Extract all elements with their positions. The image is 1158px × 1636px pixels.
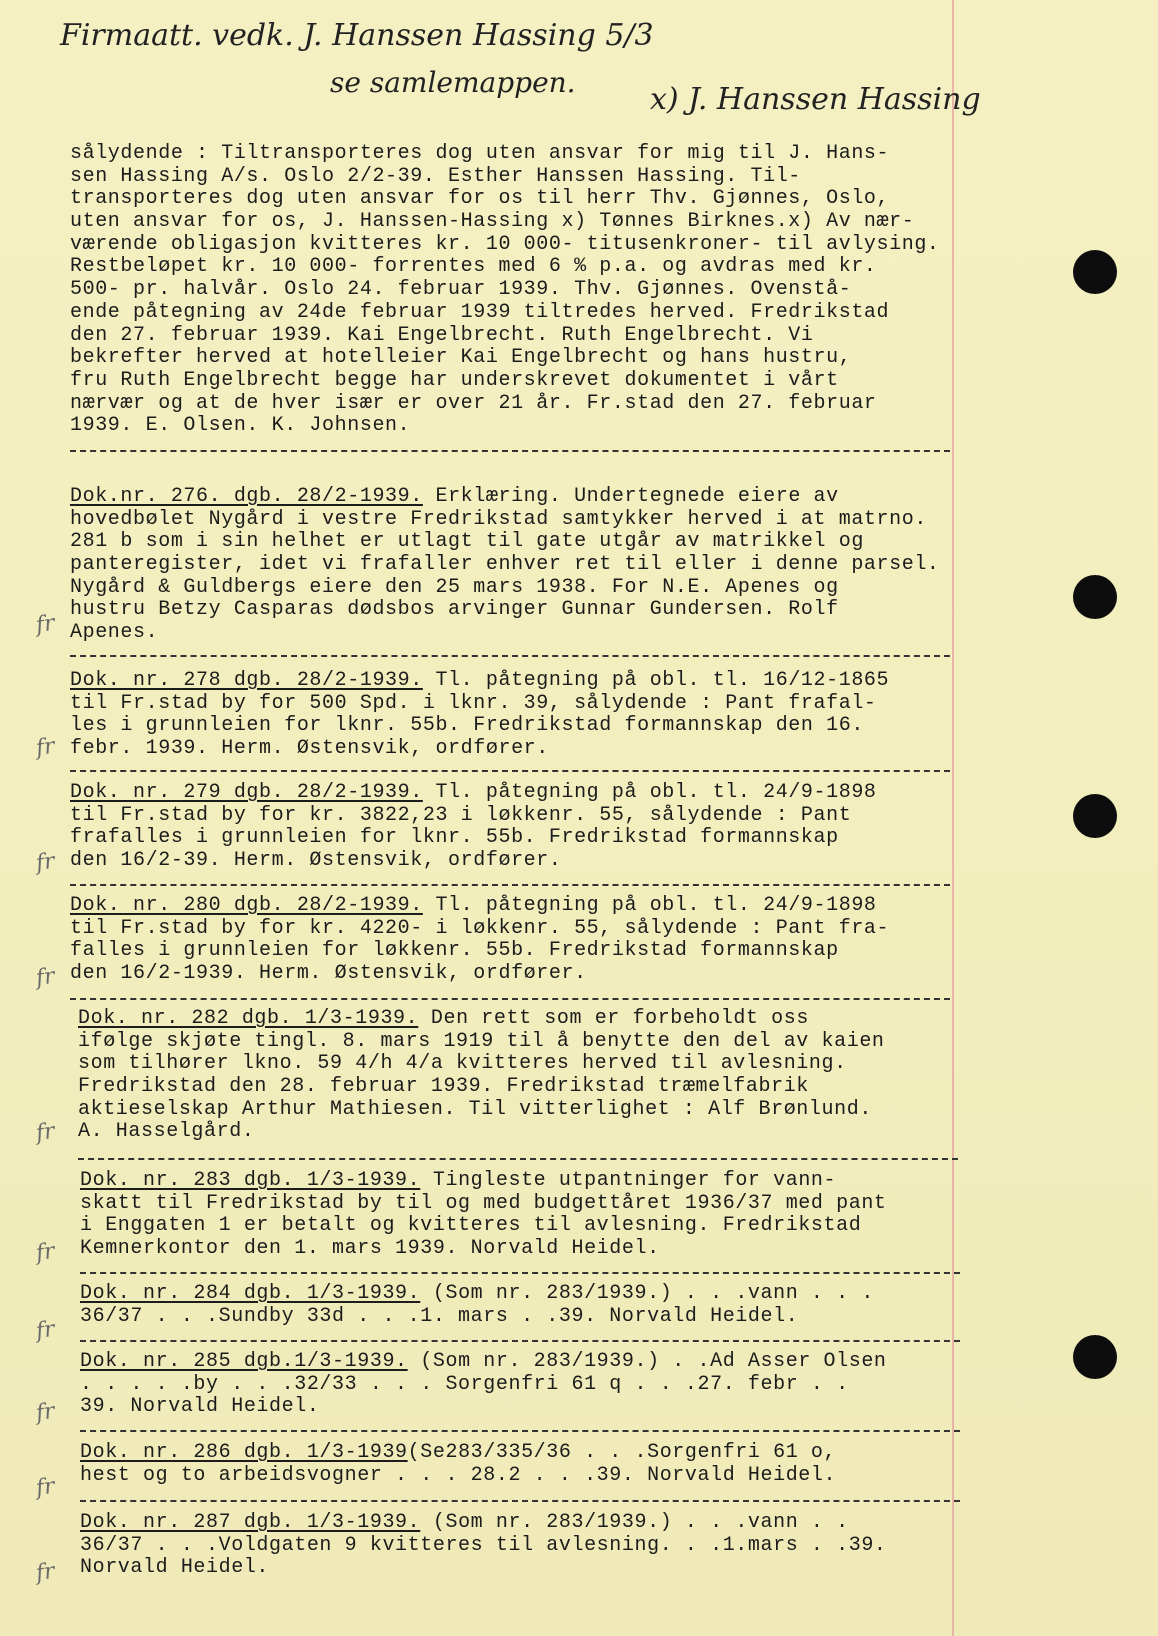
margin-mark: fr — [34, 1398, 57, 1427]
text-line: Tl. påtegning på obl. tl. 24/9-1898 — [422, 781, 877, 804]
margin-mark: fr — [34, 1118, 57, 1147]
entry-282 — [78, 1008, 1018, 1144]
text-line: Norvald Heidel. — [80, 1556, 270, 1580]
separator-line — [80, 1430, 960, 1432]
separator-line — [80, 1340, 960, 1342]
text-line: nærvær og at de hver især er over 21 år. Fr.stad den 27. februar — [70, 391, 877, 415]
punch-hole — [1073, 250, 1117, 294]
text-line: sålydende : Tiltransporteres dog uten ansvar for mig til J. Hans- — [70, 142, 890, 165]
margin-mark: fr — [34, 733, 57, 762]
entry-276 — [70, 486, 1010, 645]
text-line: som tilhører lkno. 59 4/h 4/a kvitteres herved til avlesning. — [78, 1052, 847, 1076]
text-line: Erklæring. Undertegnede eiere av — [422, 485, 839, 508]
text-line: Tingleste utpantninger for vann- — [420, 1169, 837, 1192]
handwritten-note-line3: x) J. Hanssen Hassing — [650, 82, 981, 117]
text-line: skatt til Fredrikstad by til og med budgettåret 1936/37 med pant — [80, 1191, 887, 1215]
text-line: sen Hassing A/s. Oslo 2/2-39. Esther Hanssen Hassing. Til- — [70, 164, 801, 188]
text-line: 39. Norvald Heidel. — [80, 1395, 320, 1419]
text-line: i Enggaten 1 er betalt og kvitteres til avlesning. Fredrikstad — [80, 1214, 862, 1238]
entry-heading: Dok. nr. 284 dgb. 1/3-1939. — [80, 1282, 421, 1305]
text-line: Restbeløpet kr. 10 000- forrentes med 6 % p.a. og avdras med kr. — [70, 255, 877, 279]
text-line: uten ansvar for os, J. Hanssen-Hassing x) Tønnes Birknes.x) Av nær- — [70, 210, 915, 234]
text-line: (Som nr. 283/1939.) . .Ad Asser Olsen — [407, 1350, 887, 1373]
margin-mark: fr — [34, 1238, 57, 1267]
handwritten-note-line2: se samlemappen. — [330, 66, 576, 99]
text-line: . . . . .by . . .32/33 . . . Sorgenfri 61 q . . .27. febr . . — [80, 1372, 849, 1396]
separator-line — [80, 1272, 960, 1274]
text-line: (Som nr. 283/1939.) . . .vann . . . — [420, 1282, 874, 1305]
text-line: falles i grunnleien for løkkenr. 55b. Fredrikstad formannskap — [70, 939, 839, 963]
margin-mark: fr — [34, 1558, 57, 1587]
separator-line — [70, 884, 950, 886]
text-line: værende obligasjon kvitteres kr. 10 000- titusenkroner- til avlysing. — [70, 232, 940, 256]
margin-mark: fr — [34, 610, 57, 639]
text-line: aktieselskap Arthur Mathiesen. Til vitterlighet : Alf Brønlund. — [78, 1097, 872, 1121]
text-line: (Se283/335/36 . . .Sorgenfri 61 o, — [407, 1441, 837, 1464]
text-line: Tl. påtegning på obl. tl. 16/12-1865 — [422, 669, 890, 692]
text-line: 1939. E. Olsen. K. Johnsen. — [70, 414, 411, 438]
text-line: panteregister, idet vi frafaller enhver ret til eller i denne parsel. — [70, 553, 940, 577]
text-line: frafalles i grunnleien for lknr. 55b. Fredrikstad formannskap — [70, 826, 839, 850]
separator-line — [78, 1158, 958, 1160]
separator-line — [70, 770, 950, 772]
text-line: hustru Betzy Casparas dødsbos arvinger Gunnar Gundersen. Rolf — [70, 598, 839, 622]
entry-283 — [80, 1170, 1020, 1261]
entry-heading: Dok. nr. 280 dgb. 28/2-1939. — [70, 894, 423, 917]
margin-mark: fr — [34, 848, 57, 877]
margin-mark: fr — [34, 963, 57, 992]
text-line: (Som nr. 283/1939.) . . .vann . . — [420, 1511, 849, 1534]
text-line: til Fr.stad by for 500 Spd. i lknr. 39, sålydende : Pant frafal- — [70, 691, 877, 715]
separator-line — [70, 450, 950, 452]
entry-285 — [80, 1351, 1020, 1419]
entry-278 — [70, 670, 1010, 761]
text-line: 36/37 . . .Sundby 33d . . .1. mars . .39. Norvald Heidel. — [80, 1304, 799, 1328]
handwritten-note-line1: Firmaatt. vedk. J. Hanssen Hassing 5/3 — [60, 18, 654, 53]
punch-hole — [1073, 1335, 1117, 1379]
text-line: 500- pr. halvår. Oslo 24. februar 1939. Thv. Gjønnes. Ovenstå- — [70, 278, 852, 302]
entry-heading: Dok. nr. 286 dgb. 1/3-1939 — [80, 1441, 408, 1464]
entry-287 — [80, 1512, 1020, 1580]
entry-heading: Dok. nr. 278 dgb. 28/2-1939. — [70, 669, 423, 692]
entry-279 — [70, 782, 1010, 873]
entry-284 — [80, 1283, 1020, 1328]
text-line: 36/37 . . .Voldgaten 9 kvitteres til avlesning. . .1.mars . .39. — [80, 1533, 887, 1557]
margin-mark: fr — [34, 1473, 57, 1502]
text-line: Nygård & Guldbergs eiere den 25 mars 1938. For N.E. Apenes og — [70, 575, 839, 599]
text-line: Den rett som er forbeholdt oss — [418, 1007, 809, 1030]
text-line: den 16/2-39. Herm. Østensvik, ordfører. — [70, 849, 562, 873]
text-line: transporteres dog uten ansvar for os til herr Thv. Gjønnes, Oslo, — [70, 187, 890, 211]
punch-hole — [1073, 794, 1117, 838]
text-line: 281 b som i sin helhet er utlagt til gate utgår av matrikkel og — [70, 530, 864, 554]
entry-heading: Dok. nr. 285 dgb.1/3-1939. — [80, 1350, 408, 1373]
text-line: hest og to arbeidsvogner . . . 28.2 . . .39. Norvald Heidel. — [80, 1463, 837, 1487]
text-line: til Fr.stad by for kr. 3822,23 i løkkenr. 55, sålydende : Pant — [70, 803, 852, 827]
entry-280 — [70, 895, 1010, 986]
entry-heading: Dok. nr. 279 dgb. 28/2-1939. — [70, 781, 423, 804]
text-line: Kemnerkontor den 1. mars 1939. Norvald Heidel. — [80, 1237, 660, 1261]
entry-heading: Dok. nr. 287 dgb. 1/3-1939. — [80, 1511, 421, 1534]
text-line: ende påtegning av 24de februar 1939 tiltredes herved. Fredrikstad — [70, 300, 890, 324]
text-line: A. Hasselgård. — [78, 1120, 255, 1144]
text-line: ifølge skjøte tingl. 8. mars 1919 til å benytte den del av kaien — [78, 1029, 885, 1053]
separator-line — [70, 998, 950, 1000]
text-line: Apenes. — [70, 621, 159, 645]
text-line: Fredrikstad den 28. februar 1939. Fredrikstad træmelfabrik — [78, 1075, 809, 1099]
separator-line — [70, 655, 950, 657]
margin-mark: fr — [34, 1316, 57, 1345]
separator-line — [80, 1500, 960, 1502]
text-line: fru Ruth Engelbrecht begge har underskrevet dokumentet i vårt — [70, 368, 839, 392]
text-line: les i grunnleien for lknr. 55b. Fredrikstad formannskap den 16. — [70, 714, 864, 738]
entry-286 — [80, 1442, 1020, 1487]
entry-heading: Dok. nr. 282 dgb. 1/3-1939. — [78, 1007, 419, 1030]
text-line: den 27. februar 1939. Kai Engelbrecht. Ruth Engelbrecht. Vi — [70, 323, 814, 347]
text-line: til Fr.stad by for kr. 4220- i løkkenr. 55, sålydende : Pant fra- — [70, 916, 890, 940]
text-line: febr. 1939. Herm. Østensvik, ordfører. — [70, 737, 549, 761]
text-line: den 16/2-1939. Herm. Østensvik, ordfører. — [70, 962, 587, 986]
punch-hole — [1073, 575, 1117, 619]
intro-paragraph — [70, 143, 1010, 438]
entry-heading: Dok.nr. 276. dgb. 28/2-1939. — [70, 485, 423, 508]
text-line: Tl. påtegning på obl. tl. 24/9-1898 — [422, 894, 877, 917]
entry-heading: Dok. nr. 283 dgb. 1/3-1939. — [80, 1169, 421, 1192]
text-line: hovedbølet Nygård i vestre Fredrikstad samtykker herved i at matrno. — [70, 507, 927, 531]
text-line: bekrefter herved at hotelleier Kai Engelbrecht og hans hustru, — [70, 346, 852, 370]
